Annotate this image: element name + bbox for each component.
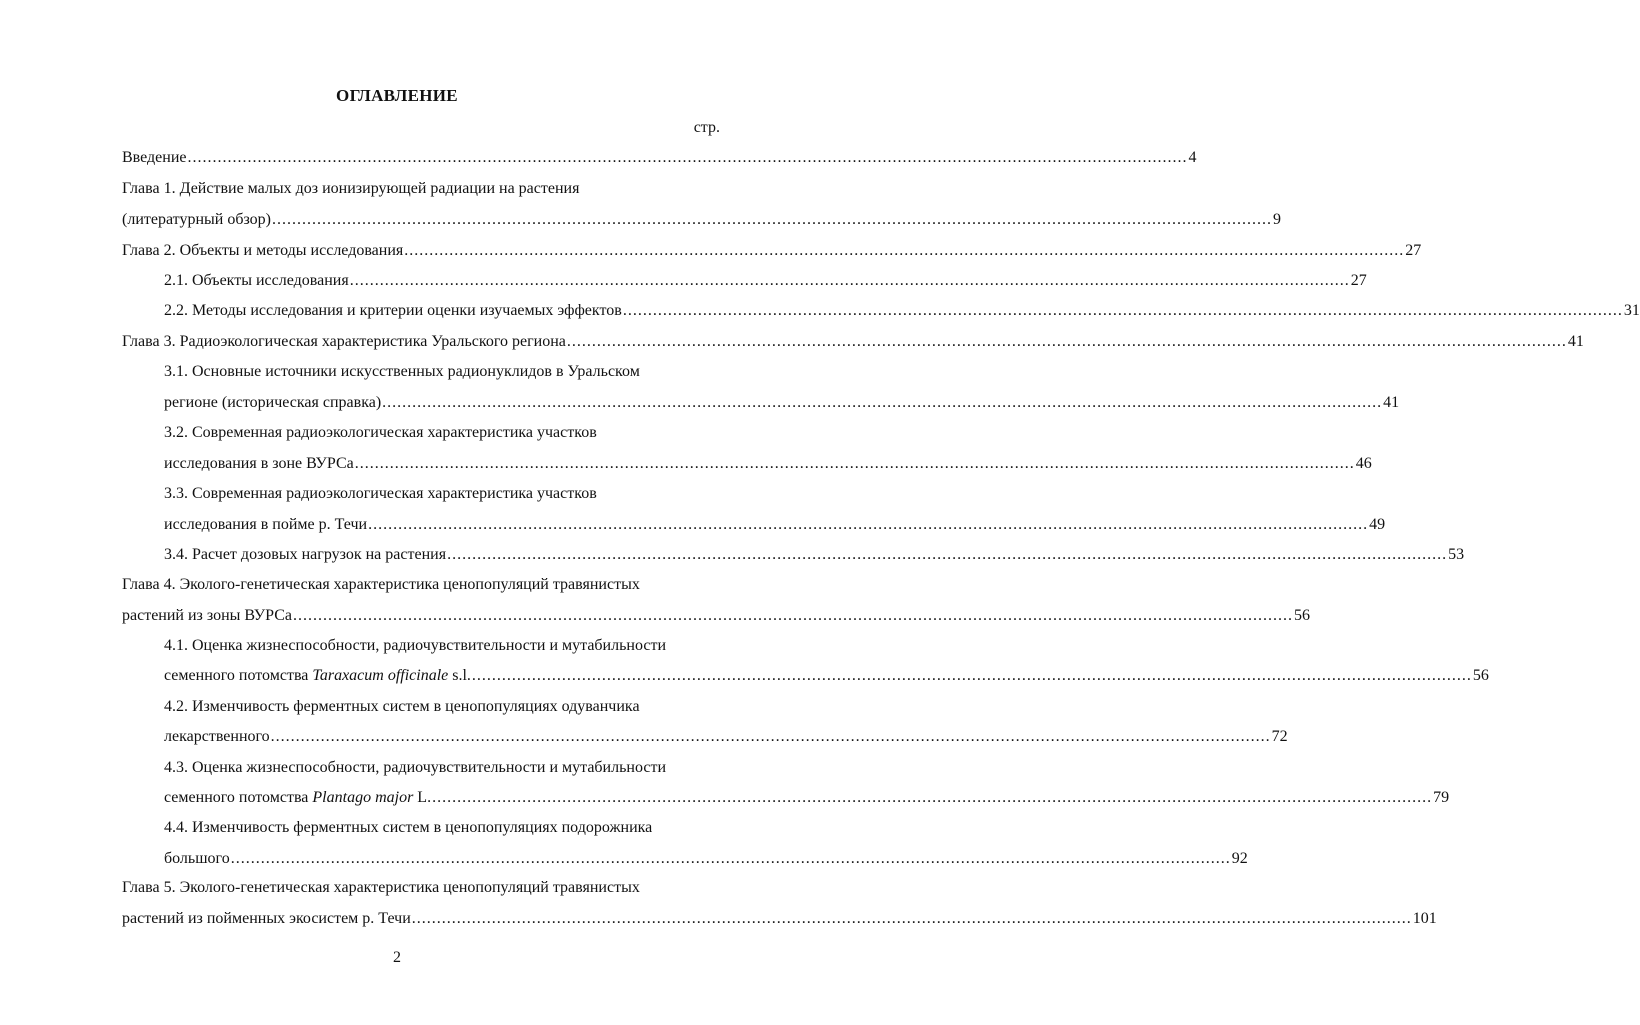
toc-entry-text: Введение <box>122 149 187 166</box>
toc-entry-text: Глава 3. Радиоэкологическая характеристика Уральского региона <box>122 333 566 350</box>
leader-dots: ........................................................................................................................................................................................................ <box>447 546 1448 563</box>
toc-text-part: L. <box>413 789 432 806</box>
leader-dots: ........................................................................................................................................................................................................ <box>349 272 1350 289</box>
leader-dots: ........................................................................................................................................................................................................ <box>354 455 1355 472</box>
leader-dots: ........................................................................................................................................................................................................ <box>404 242 1405 259</box>
toc-entry-page: 31 <box>1623 302 1640 319</box>
toc-entry-text: растений из пойменных экосистем р. Течи <box>122 910 411 927</box>
toc-entry-page: 101 <box>1412 910 1437 927</box>
toc-entry-text <box>164 786 431 810</box>
leader-dots: ........................................................................................................................................................................................................ <box>382 394 1383 411</box>
toc-text-part: семенного потомства <box>164 667 313 684</box>
toc-entry <box>122 208 1282 232</box>
species-name: Taraxacum officinale <box>312 667 449 684</box>
toc-entry-text: лекарственного <box>164 728 270 745</box>
toc-entry-page: 41 <box>1383 394 1400 411</box>
toc-entry-text: 3.3. Современная радиоэкологическая характеристика участков <box>164 485 597 502</box>
toc-entry-page: 72 <box>1271 728 1288 745</box>
toc-entry <box>164 786 1450 810</box>
toc-entry-page: 4 <box>1188 149 1197 166</box>
page-number: 2 <box>393 949 401 966</box>
toc-entry-text: 3.4. Расчет дозовых нагрузок на растения <box>164 546 447 563</box>
leader-dots: ........................................................................................................................................................................................................ <box>471 667 1472 684</box>
leader-dots: ........................................................................................................................................................................................................ <box>368 516 1369 533</box>
toc-entry-page: 56 <box>1293 607 1310 624</box>
toc-title: ОГЛАВЛЕНИЕ <box>336 86 458 105</box>
toc-entry-page: 9 <box>1273 211 1282 228</box>
leader-dots: ........................................................................................................................................................................................................ <box>272 211 1273 228</box>
toc-entry-text: (литературный обзор) <box>122 211 272 228</box>
toc-entry-page: 53 <box>1448 546 1465 563</box>
toc-entry-text: Глава 5. Эколого-генетическая характеристика ценопопуляций травянистых <box>122 879 640 896</box>
toc-entry-page: 92 <box>1231 850 1248 867</box>
species-name: Plantago major <box>312 789 414 806</box>
leader-dots: ........................................................................................................................................................................................................ <box>622 302 1623 319</box>
toc-entry-text: 2.2. Методы исследования и критерии оценки изучаемых эффектов <box>164 302 622 319</box>
toc-entry <box>164 269 1367 293</box>
leader-dots: ........................................................................................................................................................................................................ <box>292 607 1293 624</box>
toc-entry-text: 4.3. Оценка жизнеспособности, радиочувствительности и мутабильности <box>164 759 667 776</box>
leader-dots: ........................................................................................................................................................................................................ <box>411 910 1412 927</box>
toc-entry <box>122 146 1197 170</box>
leader-dots: ........................................................................................................................................................................................................ <box>432 789 1433 806</box>
toc-entry <box>164 847 1248 871</box>
leader-dots: ........................................................................................................................................................................................................ <box>230 850 1231 867</box>
leader-dots: ........................................................................................................................................................................................................ <box>566 333 1567 350</box>
toc-entry <box>122 604 1310 628</box>
toc-entry-page: 27 <box>1350 272 1367 289</box>
toc-text-part: семенного потомства <box>164 789 313 806</box>
leader-dots: ........................................................................................................................................................................................................ <box>270 728 1271 745</box>
toc-entry <box>164 391 1400 415</box>
toc-entry <box>164 543 1465 567</box>
toc-entry <box>164 725 1288 749</box>
toc-entry <box>122 239 1422 263</box>
toc-entry <box>164 664 1489 688</box>
toc-entry <box>122 907 1437 931</box>
leader-dots: ........................................................................................................................................................................................................ <box>187 149 1188 166</box>
toc-entry-text: большого <box>164 850 230 867</box>
toc-entry <box>164 452 1372 476</box>
toc-entry-text: исследования в пойме р. Течи <box>164 516 368 533</box>
toc-entry-page: 49 <box>1369 516 1386 533</box>
toc-entry <box>164 299 1640 323</box>
toc-entry-text: 2.1. Объекты исследования <box>164 272 349 289</box>
toc-entry-text: Глава 2. Объекты и методы исследования <box>122 242 404 259</box>
toc-entry-text: 4.1. Оценка жизнеспособности, радиочувствительности и мутабильности <box>164 637 667 654</box>
toc-entry <box>122 330 1584 354</box>
toc-entry-text: исследования в зоне ВУРСа <box>164 455 354 472</box>
toc-entry-page: 46 <box>1355 455 1372 472</box>
toc-text-part: s.l. <box>448 667 471 684</box>
toc-entry <box>164 513 1386 537</box>
toc-entry-text: Глава 1. Действие малых доз ионизирующей радиации на растения <box>122 180 580 197</box>
toc-entry-page: 56 <box>1472 667 1489 684</box>
toc-entry-text: регионе (историческая справка) <box>164 394 382 411</box>
toc-entry-text: 3.2. Современная радиоэкологическая характеристика участков <box>164 424 597 441</box>
toc-entry-text <box>164 664 471 688</box>
toc-entry-text: Глава 4. Эколого-генетическая характеристика ценопопуляций травянистых <box>122 576 640 593</box>
toc-entry-text: 4.2. Изменчивость ферментных систем в ценопопуляциях одуванчика <box>164 698 640 715</box>
toc-entry-page: 41 <box>1567 333 1584 350</box>
page-column-label: стр. <box>693 119 720 136</box>
toc-entry-text: 3.1. Основные источники искусственных радионуклидов в Уральском <box>164 363 640 380</box>
toc-entry-page: 27 <box>1405 242 1422 259</box>
toc-entry-page: 79 <box>1433 789 1450 806</box>
toc-entry-text: растений из зоны ВУРСа <box>122 607 292 624</box>
toc-entry-text: 4.4. Изменчивость ферментных систем в ценопопуляциях подорожника <box>164 819 653 836</box>
